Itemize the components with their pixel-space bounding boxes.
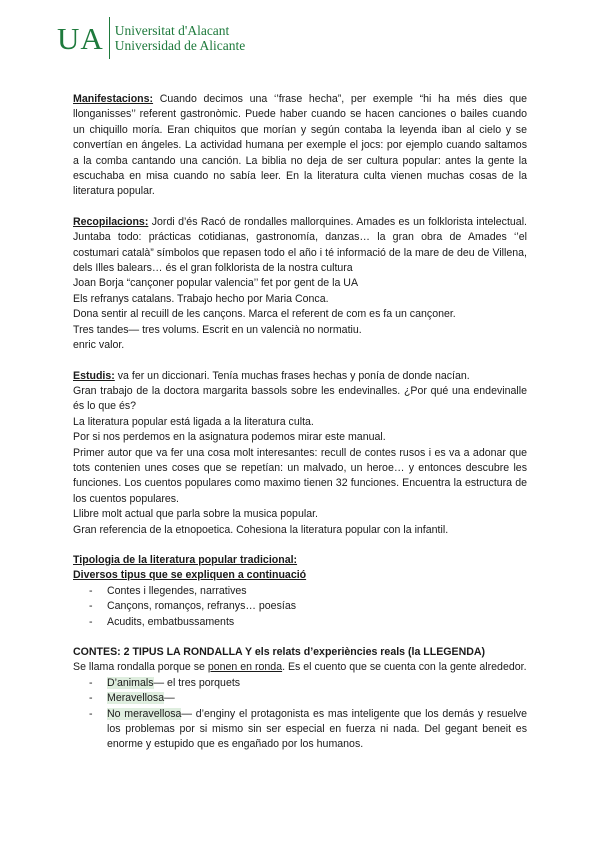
recopilacions-paragraph (73, 215, 527, 277)
university-header (57, 14, 245, 62)
document-body (73, 92, 527, 753)
recopilacions-line: Dona sentir al recuill de les cançons. Marca el referent de com es fa un cançoner. (73, 308, 456, 321)
estudis-paragraph (73, 369, 527, 384)
rondalla-type-text: — (164, 692, 175, 705)
rondalla-type-term: Meravellosa (107, 692, 165, 705)
estudis-line: Primer autor que va fer una cosa molt interesantes: recull de contes rusos i es va a adonar que tots contenien unes coses que se repetían: un malvado, un heroe… y entonces descubre les funciones. Los cuentos populares como maximo tienen 32 funciones. Encuentra la estructura de los cuentos populares. (73, 446, 527, 505)
contes-intro-before: Se llama rondalla porque se (73, 661, 208, 674)
tipologia-list (73, 584, 527, 630)
manifestacions-paragraph (73, 92, 527, 200)
university-name-ca: Universitat d'Alacant (114, 23, 230, 38)
logo-divider (109, 17, 110, 59)
estudis-line: Por si nos perdemos en la asignatura podemos mirar este manual. (73, 431, 386, 444)
recopilacions-line: Tres tandes— tres volums. Escrit en un valencià no normatiu. (73, 323, 362, 336)
spacer (73, 538, 527, 553)
recopilacions-line: Els refranys catalans. Trabajo hecho por Maria Conca. (73, 292, 329, 305)
university-name-es: Universidad de Alicante (114, 38, 246, 53)
contes-intro (73, 660, 527, 675)
contes-heading: CONTES: 2 TIPUS LA RONDALLA Y els relats d’experiències reals (la LLEGENDA) (73, 646, 486, 658)
rondalla-type-term: No meravellosa (107, 707, 182, 720)
ua-logo: UA (57, 20, 104, 56)
list-item (73, 707, 527, 753)
list-item: - Acudits, embatbussaments (73, 615, 527, 630)
rondalla-type-text: — d’enginy el protagonista es mas inteligente que los demás y resuelve los problemas por si mismo sin ser especial en fuerza ni nada. Del gegant beneit es enorme y estupido que es engañado por los humanos. (107, 707, 527, 751)
estudis-line: Gran trabajo de la doctora margarita bassols sobre les endevinalles. ¿Por qué una endevinalle és lo que és? (73, 384, 527, 413)
contes-intro-after: . Es el cuento que se cuenta con la gente alrededor. (282, 661, 527, 674)
estudis-heading: Estudis: (73, 369, 115, 382)
contes-intro-underlined: ponen en ronda (207, 661, 283, 674)
estudis-text: va fer un diccionari. Tenía muchas frases hechas y ponía de donde nacían. (114, 369, 470, 382)
spacer (73, 200, 527, 215)
estudis-line: Llibre molt actual que parla sobre la musica popular. (73, 508, 318, 521)
recopilacions-text: Jordi d’és Racó de rondalles mallorquines. Amades es un folklorista intelectual. Juntaba todo: prácticas cotidianas, gastronomía, danzas… la gran obra de Amades ‘’el costumari català” símbolos que repasen todo el año i té informació de la mare de deu de Villena, dels Illes balears… és el gran folklorista de la nostra cultura (73, 215, 527, 275)
tipologia-subtitle: Diversos tipus que se expliquen a continuació (73, 569, 307, 582)
manifestacions-heading: Manifestacions: (73, 93, 154, 105)
list-item: - Cançons, romanços, refranys… poesías (73, 599, 527, 614)
rondalla-type-term: D’animals (107, 676, 154, 689)
manifestacions-text: Cuando decimos una ‘’frase hecha”, per exemple “hi ha més dies que llonganisses’’ referent gastronòmic. Puede haber cuando se hacen canciones o bailes cuando un chiquillo moría. Eran chiquitos que morían y según contaba la leyenda iban al cielo y se convertían en ángeles. La actividad humana per exemple el jocs: por ejemplo cuando saltamos a la comba cantando una canción. La biblia no deja de ser cultura popular: antes la gente la escuchaba en misa cuando no sabía leer. En la literatura culta vienen muchas cosas de la literatura popular. (73, 93, 527, 198)
recopilacions-line: Joan Borja “cançoner popular valencia’’ fet por gent de la UA (73, 277, 359, 290)
university-names (115, 23, 245, 53)
list-item (73, 691, 527, 706)
estudis-line: La literatura popular está ligada a la literatura culta. (73, 415, 314, 428)
list-item (73, 676, 527, 691)
list-item: - Contes i llegendes, narratives (73, 584, 527, 599)
spacer (73, 630, 527, 645)
tipologia-title: Tipologia de la literatura popular tradicional: (73, 553, 298, 566)
recopilacions-line: enric valor. (73, 339, 125, 352)
spacer (73, 354, 527, 369)
recopilacions-heading: Recopilacions: (73, 215, 149, 228)
estudis-line: Gran referencia de la etnopoetica. Cohesiona la literatura popular con la infantil. (73, 523, 449, 536)
contes-list (73, 676, 527, 753)
rondalla-type-text: — el tres porquets (153, 676, 241, 689)
